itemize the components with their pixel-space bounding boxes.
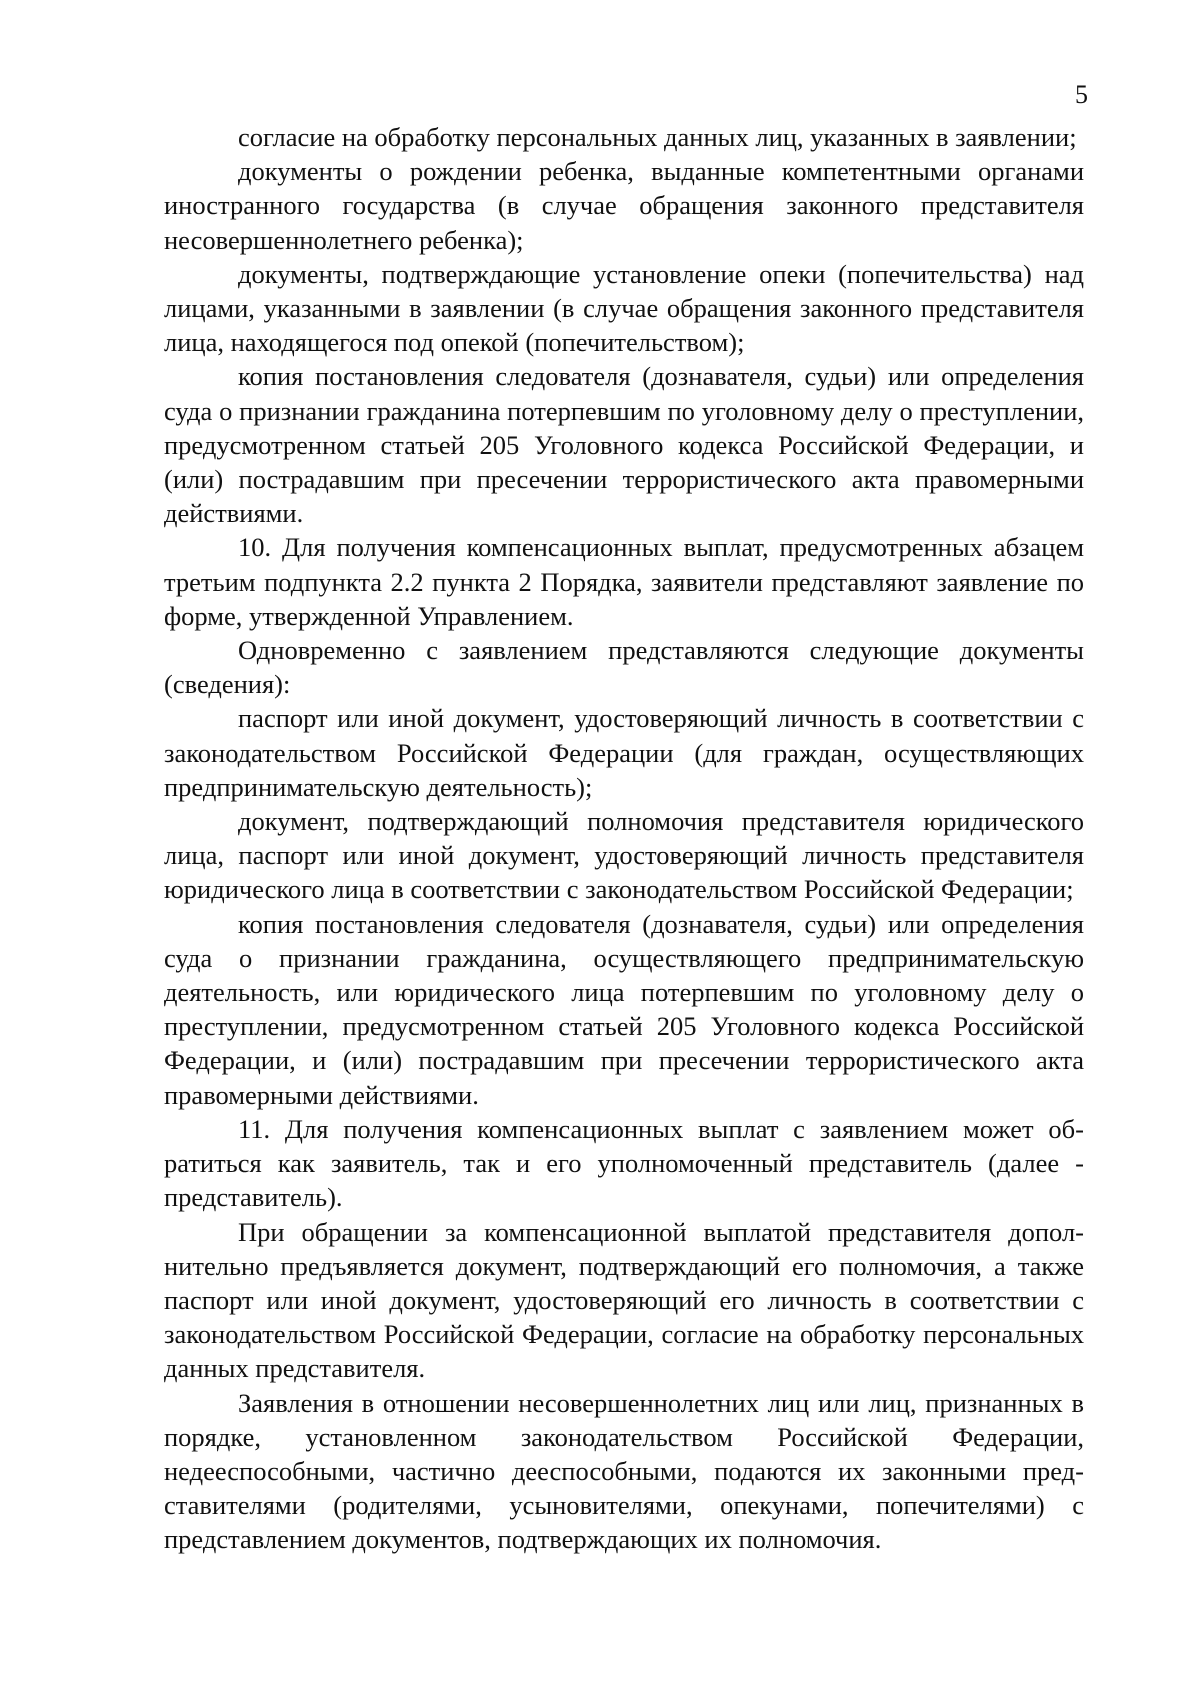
paragraph-consent-applicants: согласие на обработку персональных данных лиц, указанных в заявлении; — [238, 122, 1077, 152]
page-number: 5 — [1075, 80, 1088, 109]
paragraph-documents-intro: Одновременно с заявлением представляются следующие документы (сведения): — [164, 635, 1084, 700]
paragraph-entrepreneur-victim-copy: копия постановления следователя (дознавателя, судьи) или определения суда о признании гражданина, осуществляющего предпринимательскую деятельность, или юридического лица потерпевшим по уголовному делу о преступлении, предусмотренном статьей 205 Уголовного кодекса Российской Федерации, и (или) пострадавшим при пресечении террористического акта правомерными действиями. — [164, 908, 1084, 1110]
paragraph-guardianship-documents: документы, подтверждающие установление опеки (попечительства) над лицами, указанными в заявлении (в случае обращения законного представителя лица, находящегося под опекой (попечительством); — [164, 258, 1084, 358]
paragraph-passport: паспорт или иной документ, удостоверяющий личность в соответствии с законодательством Российской Федерации (для граждан, осуществляющих предпринимательскую деятельность); — [164, 703, 1084, 802]
paragraph-victim-resolution-copy: копия постановления следователя (дознавателя, судьи) или определения суда о признании гражданина потерпевшим по уголовному делу о преступлении, предусмотренном статьей 205 Уголовного кодекса Российской Федерации, и (или) пострадавшим при пресечении террористического акта правомерными действиями. — [164, 361, 1084, 529]
paragraph-minors-incapacitated: Заявления в отношении несовершеннолетних лиц или лиц, признанных в порядке, установленном законодательством Российской Федерации, недееспособными, частично дееспособными, подаются их законными представителями (родителями, усыновителями, опекунами, попечителями) с представлением документов, подтверждающих их полномочия. — [164, 1387, 1084, 1555]
paragraph-representative-documents: При обращении за компенсационной выплатой представителя дополнительно предъявляется документ, подтверждающий его полномочия, а также паспорт или иной документ, удостоверяющий его личность в соответствии с законодательством Российской Федерации, согласие на обработку персональных данных представителя. — [164, 1216, 1084, 1384]
paragraph-item-11: 11. Для получения компенсационных выплат с заявлением может обратиться как заявитель, так и его уполномоченный представитель (далее - представитель). — [164, 1113, 1084, 1213]
paragraph-item-10: 10. Для получения компенсационных выплат, предусмотренных абзацем третьим подпункта 2.2 пункта 2 Порядка, заявители представляют заявление по форме, утвержденной Управлением. — [164, 532, 1084, 631]
document-body — [164, 120, 1084, 1557]
paragraph-birth-documents: документы о рождении ребенка, выданные компетентными органами иностранного государства (в случае обращения законного представителя несовершеннолетнего ребенка); — [164, 156, 1084, 255]
paragraph-legal-entity-authority: документ, подтверждающий полномочия представителя юридического лица, паспорт или иной документ, удостоверяющий личность представителя юридического лица в соответствии с законодательством Российской Федерации; — [164, 806, 1084, 905]
